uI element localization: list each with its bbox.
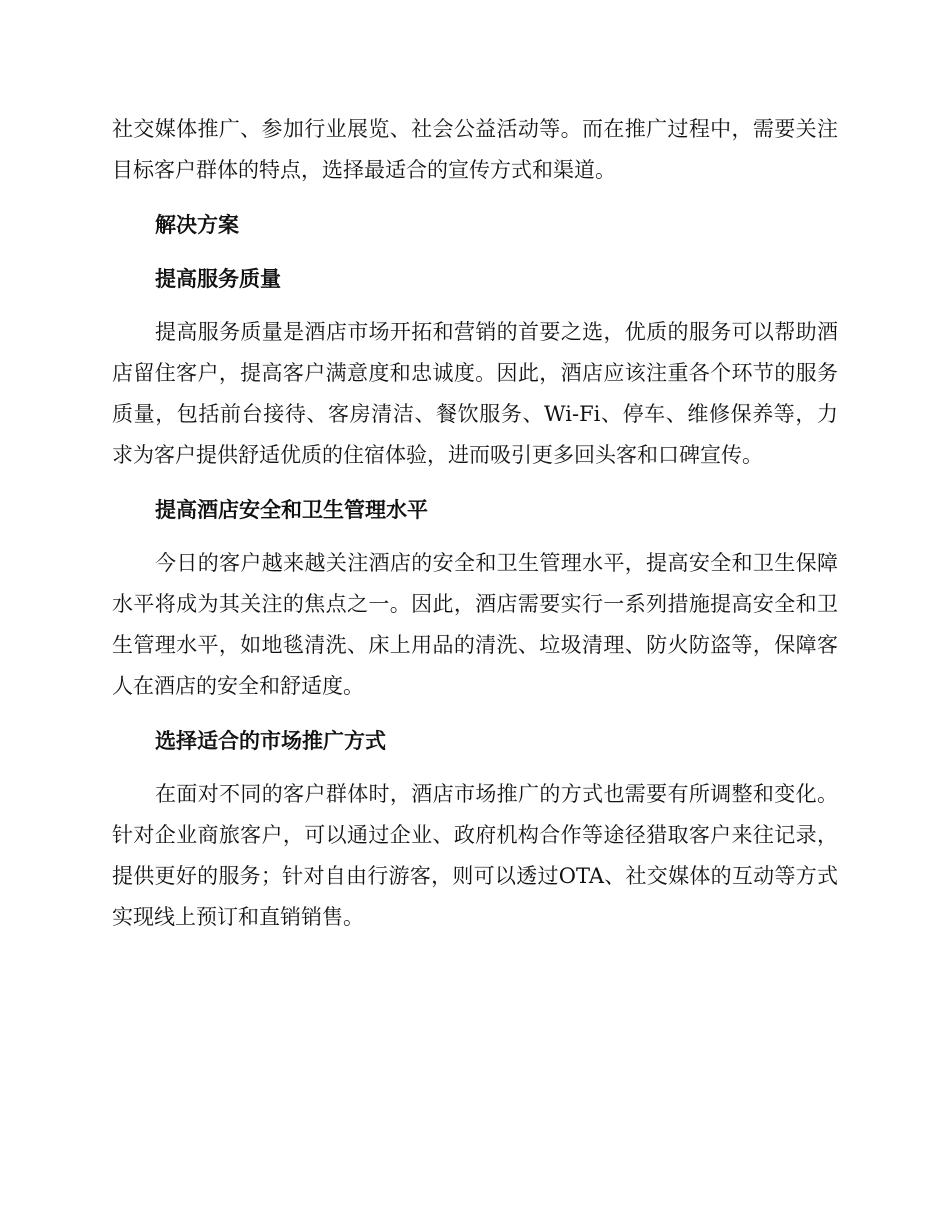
- paragraph-service-quality: 提高服务质量是酒店市场开拓和营销的首要之选，优质的服务可以帮助酒店留住客户，提高客户满意度和忠诚度。因此，酒店应该注重各个环节的服务质量，包括前台接待、客房清洁、餐饮服务、Wi-Fi、停车、维修保养等，力求为客户提供舒适优质的住宿体验，进而吸引更多回头客和口碑宣传。: [112, 320, 838, 467]
- heading-safety-hygiene: 提高酒店安全和卫生管理水平: [155, 497, 428, 522]
- heading-service-quality: 提高服务质量: [155, 266, 281, 291]
- heading-marketing-approach: 选择适合的市场推广方式: [155, 728, 386, 753]
- section-title: 解决方案: [155, 212, 239, 237]
- document-body: [112, 109, 838, 938]
- intro-paragraph: 社交媒体推广、参加行业展览、社会公益活动等。而在推广过程中，需要关注目标客户群体的特点，选择最适合的宣传方式和渠道。: [112, 117, 838, 182]
- paragraph-marketing-approach: 在面对不同的客户群体时，酒店市场推广的方式也需要有所调整和变化。针对企业商旅客户，可以通过企业、政府机构合作等途径猎取客户来往记录，提供更好的服务；针对自由行游客，则可以透过OTA、社交媒体的互动等方式实现线上预订和直销销售。: [112, 782, 838, 929]
- paragraph-safety-hygiene: 今日的客户越来越关注酒店的安全和卫生管理水平，提高安全和卫生保障水平将成为其关注的焦点之一。因此，酒店需要实行一系列措施提高安全和卫生管理水平，如地毯清洗、床上用品的清洗、垃圾清理、防火防盗等，保障客人在酒店的安全和舒适度。: [112, 551, 838, 698]
